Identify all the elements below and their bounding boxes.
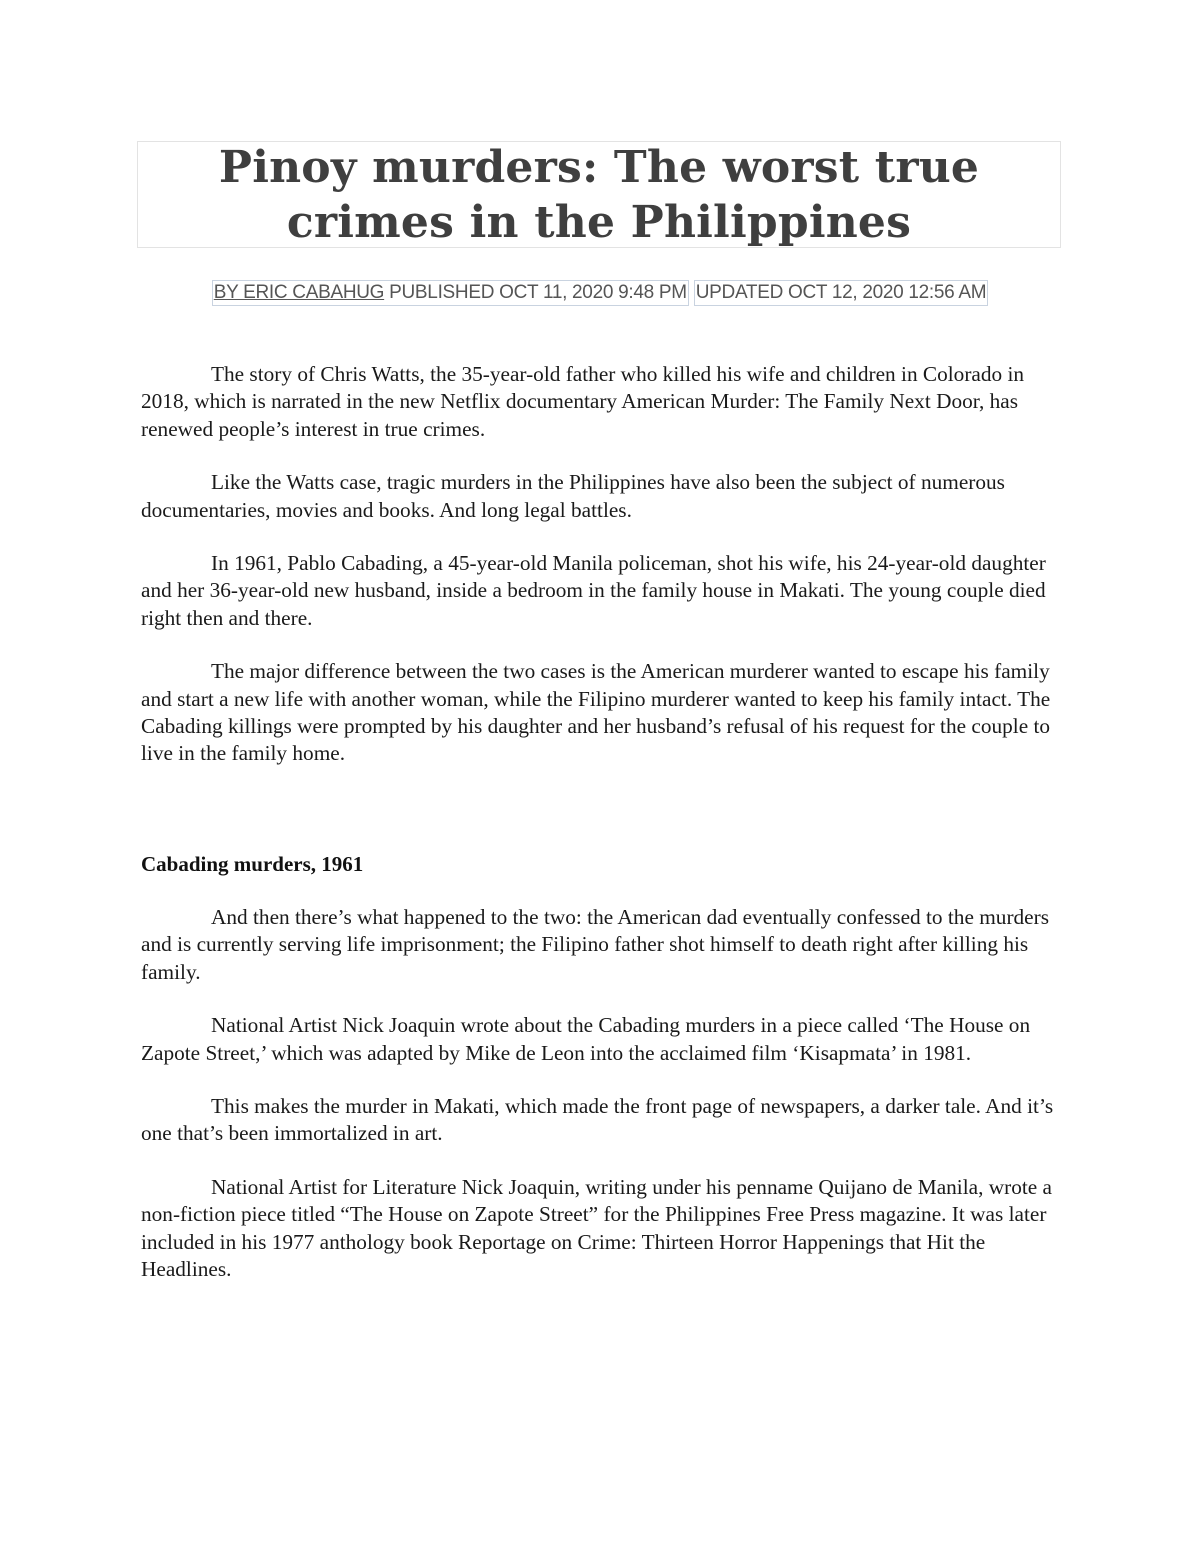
paragraph: And then there’s what happened to the two: the American dad eventually confessed to the murders and is currently serving life imprisonment; the Filipino father shot himself to death right after killing his family. <box>141 905 1050 984</box>
section-heading: Cabading murders, 1961 <box>141 852 364 876</box>
paragraph: National Artist Nick Joaquin wrote about the Cabading murders in a piece called ‘The House on Zapote Street,’ which was adapted by Mike de Leon into the acclaimed film ‘Kisapmata’ in 1981. <box>141 1013 1031 1065</box>
paragraph: The major difference between the two cases is the American murderer wanted to escape his family and start a new life with another woman, while the Filipino murderer wanted to keep his family intact. The Cabading killings were prompted by his daughter and her husband’s refusal of his request for the couple to live in the family home. <box>141 659 1051 766</box>
author-link[interactable]: BY ERIC CABAHUG <box>213 282 385 303</box>
paragraph: In 1961, Pablo Cabading, a 45-year-old Manila policeman, shot his wife, his 24-year-old daughter and her 36-year-old new husband, inside a bedroom in the family house in Makati. The young couple died right then and there. <box>141 551 1046 630</box>
title-frame <box>137 141 1061 248</box>
published-date: PUBLISHED OCT 11, 2020 9:48 PM <box>389 282 687 303</box>
paragraph: National Artist for Literature Nick Joaquin, writing under his penname Quijano de Manila, wrote a non-fiction piece titled “The House on Zapote Street” for the Philippines Free Press magazine. It was later included in his 1977 anthology book Reportage on Crime: Thirteen Horror Happenings that Hit the Headlines. <box>141 1174 1052 1282</box>
intro-body <box>141 361 1061 794</box>
section-body <box>141 904 1061 1309</box>
paragraph: The story of Chris Watts, the 35-year-old father who killed his wife and children in Colorado in 2018, which is narrated in the new Netflix documentary American Murder: The Family Next Door, has renewed people’s interest in true crimes. <box>141 362 1025 441</box>
paragraph: Like the Watts case, tragic murders in the Philippines have also been the subject of numerous documentaries, movies and books. And long legal battles. <box>141 470 1005 522</box>
paragraph: This makes the murder in Makati, which made the front page of newspapers, a darker tale. And it’s one that’s been immortalized in art. <box>141 1094 1054 1146</box>
byline-author-published <box>212 280 689 306</box>
byline <box>0 280 1200 306</box>
updated-date: UPDATED OCT 12, 2020 12:56 AM <box>694 280 989 306</box>
article-title: Pinoy murders: The worst true crimes in the Philippines <box>218 141 980 248</box>
